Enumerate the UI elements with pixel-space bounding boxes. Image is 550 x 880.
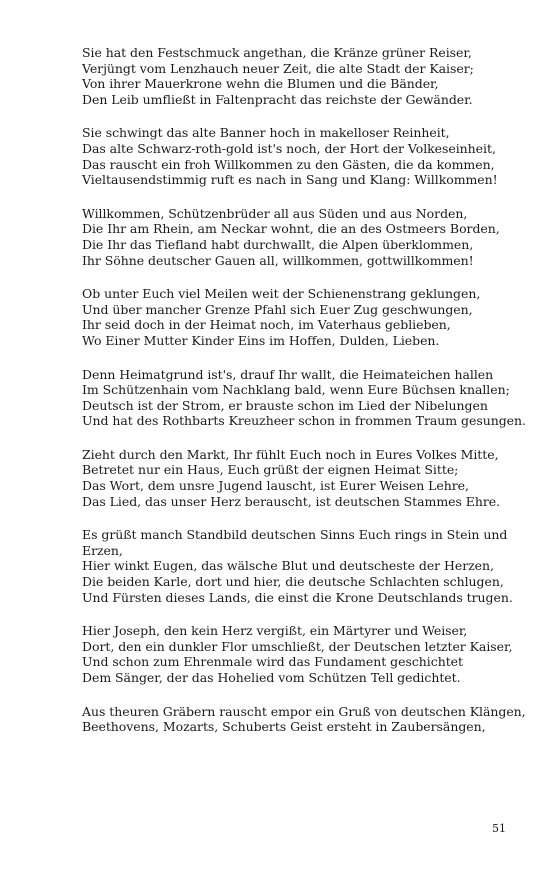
- poem-line: Das Wort, dem unsre Jugend lauscht, ist Eurer Weisen Lehre,: [82, 478, 469, 494]
- poem-line: Und schon zum Ehrenmale wird das Fundament geschichtet: [82, 654, 463, 670]
- stanza-8: [82, 623, 512, 685]
- poem-line: Ob unter Euch viel Meilen weit der Schienenstrang geklungen,: [82, 286, 481, 302]
- stanza-2: [82, 125, 512, 187]
- poem-line: Den Leib umfließt in Faltenpracht das reichste der Gewänder.: [82, 91, 473, 107]
- poem-line: Dort, den ein dunkler Flor umschließt, der Deutschen letzter Kaiser,: [82, 638, 513, 654]
- poem-line: Ihr seid doch in der Heimat noch, im Vaterhaus geblieben,: [82, 317, 451, 333]
- poem-line: Betretet nur ein Haus, Euch grüßt der eignen Heimat Sitte;: [82, 462, 459, 478]
- poem-line: Denn Heimatgrund ist's, drauf Ihr wallt, die Heimateichen hallen: [82, 366, 494, 382]
- poem-line: Und hat des Rothbarts Kreuzheer schon in frommen Traum gesungen.: [82, 413, 526, 429]
- poem-text: [82, 45, 526, 753]
- poem-line: Das alte Schwarz-roth-gold ist's noch, der Hort der Volkeseinheit,: [82, 140, 496, 156]
- stanza-1: [82, 45, 512, 107]
- poem-line: Dem Sänger, der das Hohelied vom Schützen Tell gedichtet.: [82, 670, 461, 685]
- poem-line: Die Ihr das Tiefland habt durchwallt, die Alpen überklommen,: [82, 236, 474, 252]
- stanza-7: [82, 527, 512, 605]
- poem-line: Willkommen, Schützenbrüder all aus Süden und aus Norden,: [82, 205, 468, 221]
- poem-line: Im Schützenhain vom Nachklang bald, wenn Eure Büchsen knallen;: [82, 382, 510, 398]
- poem-line: Aus theuren Gräbern rauscht empor ein Gruß von deutschen Klängen,: [82, 703, 526, 719]
- poem-line: Und Fürsten dieses Lands, die einst die Krone Deutschlands trugen.: [82, 589, 513, 605]
- poem-line: Das Lied, das unser Herz berauscht, ist deutschen Stammes Ehre.: [82, 493, 501, 509]
- stanza-5: [82, 366, 526, 429]
- stanza-6: [82, 447, 512, 509]
- poem-line: Ihr Söhne deutscher Gauen all, willkommen, gottwillkommen!: [82, 252, 474, 268]
- poem-line: Beethovens, Mozarts, Schuberts Geist ersteht in Zaubersängen,: [82, 719, 486, 735]
- poem-line: Hier winkt Eugen, das wälsche Blut und deutscheste der Herzen,: [82, 558, 494, 574]
- poem-line: Die beiden Karle, dort und hier, die deutsche Schlachten schlugen,: [82, 574, 504, 590]
- page-number: 51: [492, 822, 506, 835]
- stanza-9: [82, 703, 526, 735]
- poem-line: Deutsch ist der Strom, er brauste schon im Lied der Nibelungen: [82, 397, 488, 413]
- poem-line: Vieltausendstimmig ruft es nach in Sang und Klang: Willkommen!: [82, 172, 498, 188]
- stanza-3: [82, 206, 512, 268]
- poem-line: Zieht durch den Markt, Ihr fühlt Euch noch in Eures Volkes Mitte,: [82, 446, 499, 462]
- poem-line: Verjüngt vom Lenzhauch neuer Zeit, die alte Stadt der Kaiser;: [82, 60, 474, 76]
- poem-line: Sie schwingt das alte Banner hoch in makelloser Reinheit,: [82, 125, 450, 141]
- poem-line: Sie hat den Festschmuck angethan, die Kränze grüner Reiser,: [82, 45, 472, 60]
- poem-line: Es grüßt manch Standbild deutschen Sinns Euch rings in Stein und Erzen,: [82, 527, 508, 558]
- poem-line: Das rauscht ein froh Willkommen zu den Gästen, die da kommen,: [82, 156, 495, 172]
- poem-line: Hier Joseph, den kein Herz vergißt, ein Märtyrer und Weiser,: [82, 623, 468, 639]
- poem-line: Die Ihr am Rhein, am Neckar wohnt, die an des Ostmeers Borden,: [82, 221, 500, 237]
- poem-line: Wo Einer Mutter Kinder Eins im Hoffen, Dulden, Lieben.: [82, 332, 440, 348]
- stanza-4: [82, 286, 512, 348]
- poem-line: Von ihrer Mauerkrone wehn die Blumen und die Bänder,: [82, 76, 439, 92]
- poem-line: Und über mancher Grenze Pfahl sich Euer Zug geschwungen,: [82, 301, 473, 317]
